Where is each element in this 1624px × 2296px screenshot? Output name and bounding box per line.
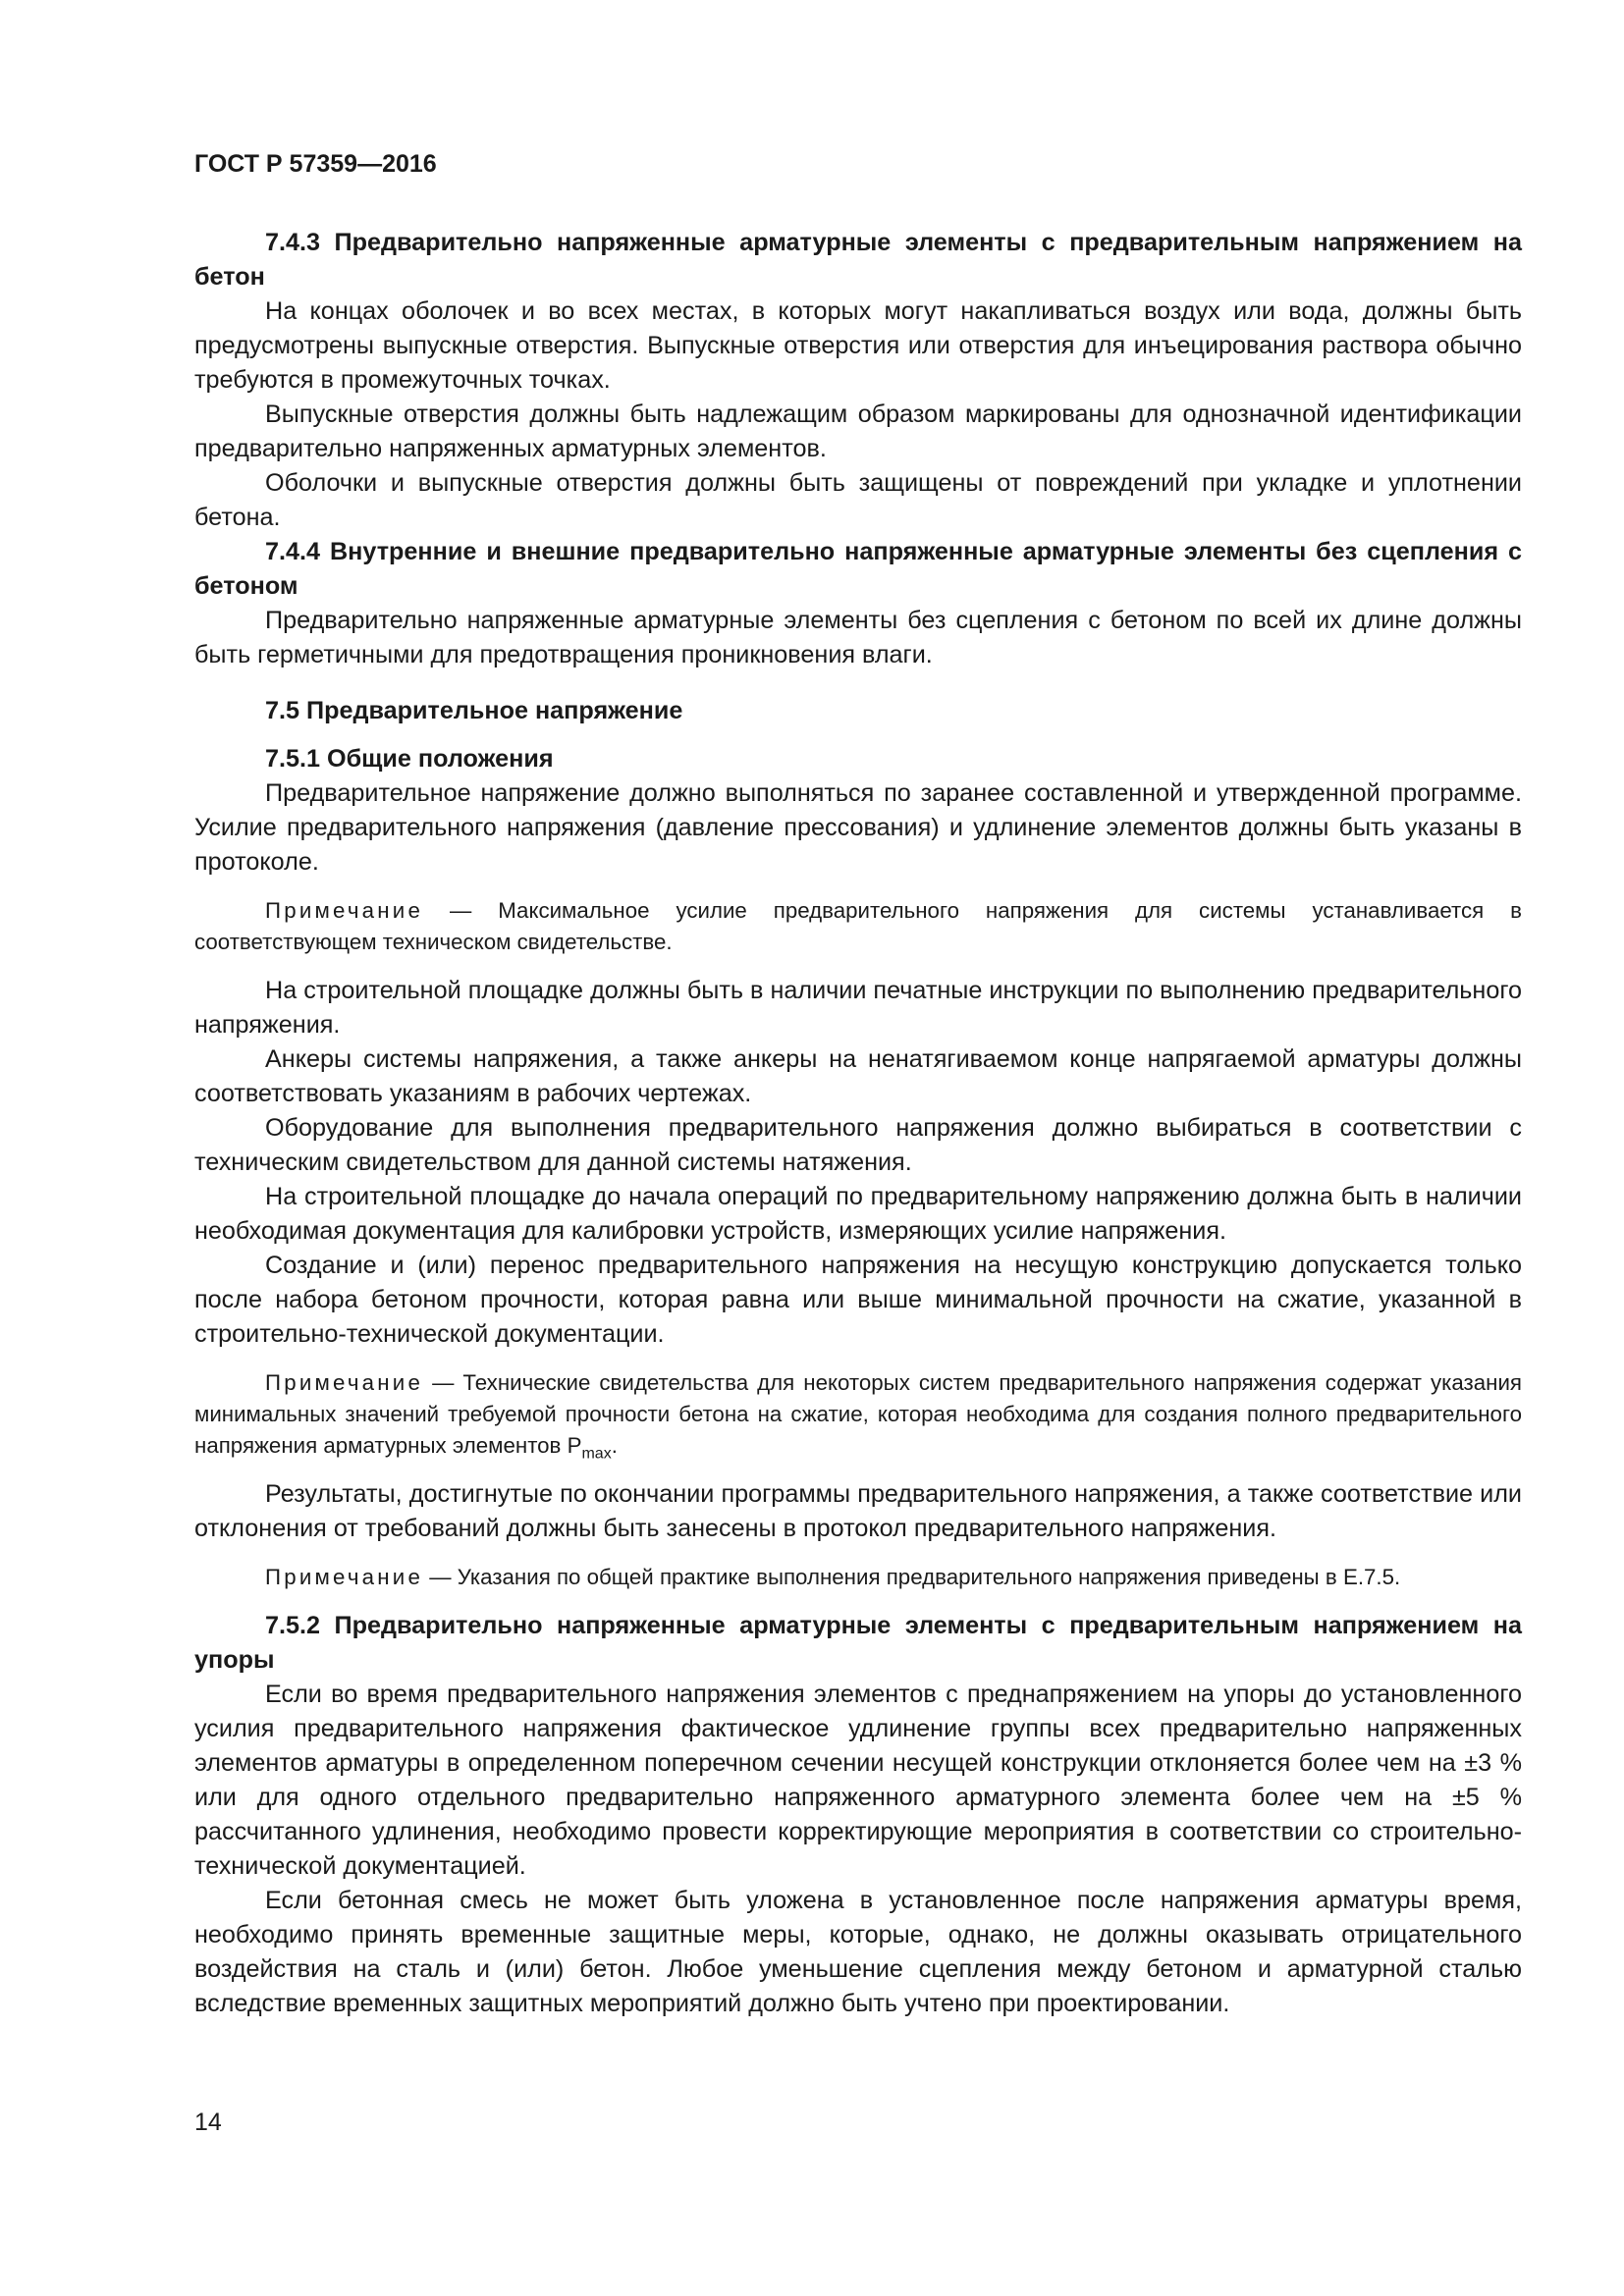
note xyxy=(194,895,1522,958)
note-text: — Указания по общей практике выполнения предварительного напряжения приведены в Е.7.5. xyxy=(423,1565,1401,1589)
paragraph: Если во время предварительного напряжения элементов с преднапряжением на упоры до установленного усилия предварительного напряжения фактическое удлинение группы всех предварительно напряженных элементов арматуры в определенном поперечном сечении несущей конструкции отклоняется более чем на ±3 % или для одного отдельного предварительно напряженного арматурного элемента более чем на ±5 % рассчитанного удлинения, необходимо провести корректирующие мероприятия в соответствии со строительно-технической документацией. xyxy=(194,1681,1522,1880)
section-7-4-4-title: 7.4.4 Внутренние и внешние предварительно напряженные арматурные элементы без сцепления с бетоном xyxy=(194,538,1522,600)
page-number: 14 xyxy=(194,2109,222,2136)
section-7-5-title: 7.5 Предварительное напряжение xyxy=(265,697,683,724)
paragraph: Выпускные отверстия должны быть надлежащим образом маркированы для однозначной идентификации предварительно напряженных арматурных элементов. xyxy=(194,400,1522,462)
note xyxy=(194,1367,1522,1462)
section-7-4-3-title: 7.4.3 Предварительно напряженные арматурные элементы с предварительным напряжением на бетон xyxy=(194,229,1522,291)
paragraph: Результаты, достигнутые по окончании программы предварительного напряжения, а также соответствие или отклонения от требований должны быть занесены в протокол предварительного напряжения. xyxy=(194,1480,1522,1542)
note-text-end: . xyxy=(611,1433,618,1458)
section-7-5-1-title: 7.5.1 Общие положения xyxy=(265,745,554,773)
section-7-5-2-title: 7.5.2 Предварительно напряженные арматурные элементы с предварительным напряжением на упоры xyxy=(194,1612,1522,1674)
note-text: — Максимальное усилие предварительного напряжения для системы устанавливается в соответствующем техническом свидетельстве. xyxy=(194,898,1522,954)
paragraph: Предварительно напряженные арматурные элементы без сцепления с бетоном по всей их длине должны быть герметичными для предотвращения проникновения влаги. xyxy=(194,607,1522,668)
note-label: Примечание xyxy=(265,1370,424,1395)
page-content xyxy=(194,149,1522,2021)
document-header: ГОСТ Р 57359—2016 xyxy=(194,150,437,178)
note-label: Примечание xyxy=(265,1565,424,1589)
paragraph: На концах оболочек и во всех местах, в которых могут накапливаться воздух или вода, должны быть предусмотрены выпускные отверстия. Выпускные отверстия или отверстия для инъецирования раствора обычно требуются в промежуточных точках. xyxy=(194,297,1522,394)
paragraph: На строительной площадке должны быть в наличии печатные инструкции по выполнению предварительного напряжения. xyxy=(194,977,1522,1039)
paragraph: Предварительное напряжение должно выполняться по заранее составленной и утвержденной программе. Усилие предварительного напряжения (давление прессования) и удлинение элементов должны быть указаны в протоколе. xyxy=(194,779,1522,876)
paragraph: На строительной площадке до начала операций по предварительному напряжению должна быть в наличии необходимая документация для калибровки устройств, измеряющих усилие напряжения. xyxy=(194,1183,1522,1245)
paragraph: Оборудование для выполнения предварительного напряжения должно выбираться в соответствии с техническим свидетельством для данной системы натяжения. xyxy=(194,1114,1522,1176)
paragraph: Оболочки и выпускные отверстия должны быть защищены от повреждений при укладке и уплотнении бетона. xyxy=(194,469,1522,531)
note-text: — Технические свидетельства для некоторых систем предварительного напряжения содержат указания минимальных значений требуемой прочности бетона на сжатие, которая необходима для создания полного предварительного напряжения арматурных элементов P xyxy=(194,1370,1522,1458)
paragraph: Если бетонная смесь не может быть уложена в установленное после напряжения арматуры время, необходимо принять временные защитные меры, которые, однако, не должны оказывать отрицательного воздействия на сталь и (или) бетон. Любое уменьшение сцепления между бетоном и арматурной сталью вследствие временных защитных мероприятий должно быть учтено при проектировании. xyxy=(194,1887,1522,2017)
paragraph: Создание и (или) перенос предварительного напряжения на несущую конструкцию допускается только после набора бетоном прочности, которая равна или выше минимальной прочности на сжатие, указанной в строительно-технической документации. xyxy=(194,1252,1522,1348)
note xyxy=(194,1562,1522,1593)
note-label: Примечание xyxy=(265,898,424,923)
subscript: max xyxy=(581,1445,612,1463)
paragraph: Анкеры системы напряжения, а также анкеры на ненатягиваемом конце напрягаемой арматуры должны соответствовать указаниям в рабочих чертежах. xyxy=(194,1045,1522,1107)
